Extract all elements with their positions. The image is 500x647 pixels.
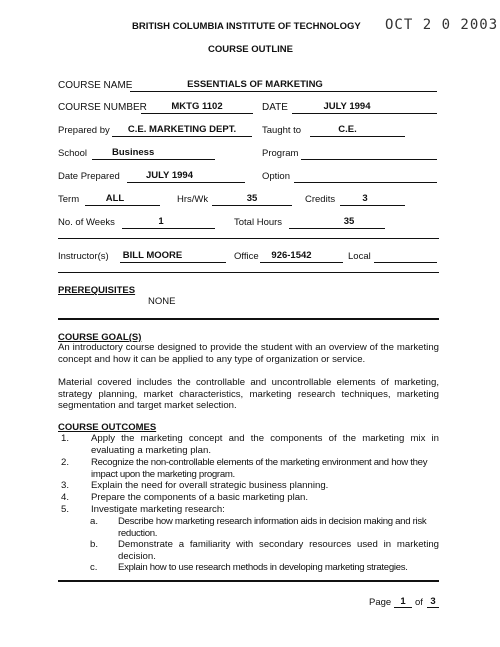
divider-bottom bbox=[58, 580, 439, 582]
outcome-number-1: 1. bbox=[61, 433, 70, 444]
no-of-weeks-value: 1 bbox=[158, 216, 164, 227]
hrs-wk-value: 35 bbox=[246, 193, 258, 204]
course-goals-heading: COURSE GOAL(S) bbox=[58, 332, 142, 343]
received-date-stamp: OCT 2 0 2003 bbox=[385, 17, 499, 33]
taught-to-value: C.E. bbox=[338, 124, 357, 135]
outcome-number-5: 5. bbox=[61, 504, 70, 515]
sub-outcome-letter-c: c. bbox=[90, 562, 98, 573]
option-line bbox=[294, 172, 437, 183]
divider-prerequisites bbox=[58, 318, 439, 320]
instructor-label: Instructor(s) bbox=[58, 251, 109, 262]
sub-outcome-b: Demonstrate a familiarity with secondary resources used in marketing decision. bbox=[118, 539, 439, 562]
option-label: Option bbox=[262, 171, 290, 182]
taught-to-label: Taught to bbox=[262, 125, 302, 136]
credits-label: Credits bbox=[305, 194, 336, 205]
outcome-item-5: Investigate marketing research: bbox=[91, 504, 225, 515]
school-label: School bbox=[58, 148, 88, 159]
date-label: DATE bbox=[262, 102, 288, 113]
divider-instructor bbox=[58, 272, 439, 273]
instructor-value: BILL MOORE bbox=[122, 250, 183, 261]
prerequisites-value: NONE bbox=[148, 296, 176, 307]
outcome-item-2: Recognize the non-controllable elements of the marketing environment and how they impact upon the marketing program. bbox=[91, 457, 428, 480]
hrs-wk-label: Hrs/Wk bbox=[177, 194, 209, 205]
course-goals-paragraph-1: An introductory course designed to provide the student with an overview of the marketing concept and how it can be applied to any type of organization or service. bbox=[58, 342, 439, 365]
outcome-number-3: 3. bbox=[61, 480, 70, 491]
no-of-weeks-label: No. of Weeks bbox=[58, 217, 115, 228]
page-label: Page bbox=[369, 597, 392, 608]
course-number-value: MKTG 1102 bbox=[171, 101, 223, 112]
sub-outcome-letter-a: a. bbox=[90, 516, 99, 527]
course-number-label: COURSE NUMBER bbox=[58, 102, 147, 113]
office-value: 926-1542 bbox=[271, 250, 312, 261]
outcome-number-2: 2. bbox=[61, 457, 70, 468]
date-prepared-value: JULY 1994 bbox=[145, 170, 193, 181]
divider-fields bbox=[58, 238, 439, 239]
outcome-item-1: Apply the marketing concept and the components of the marketing mix in evaluating a marketing plan. bbox=[91, 433, 439, 456]
total-hours-label: Total Hours bbox=[234, 217, 283, 228]
credits-value: 3 bbox=[362, 193, 368, 204]
local-label: Local bbox=[348, 251, 371, 262]
course-name-value: ESSENTIALS OF MARKETING bbox=[187, 79, 323, 90]
prerequisites-heading: PREREQUISITES bbox=[58, 285, 136, 296]
prepared-by-label: Prepared by bbox=[58, 125, 110, 136]
course-goals-paragraph-2: Material covered includes the controllable and uncontrollable elements of marketing, strategy planning, market characteristics, marketing research techniques, marketing segmentation and target market selection. bbox=[58, 377, 439, 411]
office-label: Office bbox=[234, 251, 259, 262]
page-total: 3 bbox=[427, 597, 439, 608]
program-label: Program bbox=[262, 148, 299, 159]
prepared-by-value: C.E. MARKETING DEPT. bbox=[127, 124, 237, 135]
term-label: Term bbox=[58, 194, 80, 205]
course-outcomes-heading: COURSE OUTCOMES bbox=[58, 422, 157, 433]
school-value: Business bbox=[112, 147, 155, 158]
page-number: 1 bbox=[394, 597, 412, 608]
of-label: of bbox=[415, 597, 423, 608]
date-value: JULY 1994 bbox=[323, 101, 371, 112]
sub-outcome-c: Explain how to use research methods in developing marketing strategies. bbox=[118, 562, 408, 573]
outcome-item-4: Prepare the components of a basic marketing plan. bbox=[91, 492, 309, 503]
total-hours-value: 35 bbox=[343, 216, 355, 227]
document-title: COURSE OUTLINE bbox=[208, 44, 293, 55]
course-name-label: COURSE NAME bbox=[58, 80, 133, 91]
institution-name: BRITISH COLUMBIA INSTITUTE OF TECHNOLOGY bbox=[132, 21, 361, 32]
term-value: ALL bbox=[105, 193, 125, 204]
date-prepared-label: Date Prepared bbox=[58, 171, 120, 182]
local-line bbox=[374, 252, 437, 263]
sub-outcome-letter-b: b. bbox=[90, 539, 99, 550]
sub-outcome-a: Describe how marketing research information aids in decision making and risk reduction. bbox=[118, 516, 427, 539]
outcome-number-4: 4. bbox=[61, 492, 70, 503]
program-line bbox=[301, 149, 437, 160]
outcome-item-3: Explain the need for overall strategic business planning. bbox=[91, 480, 329, 491]
